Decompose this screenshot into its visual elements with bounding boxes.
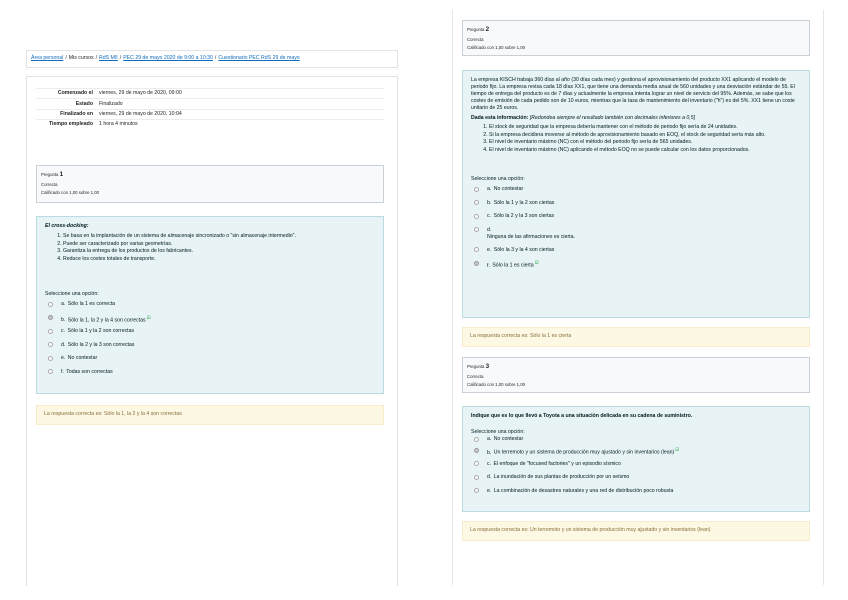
- breadcrumb-separator: /: [119, 55, 122, 61]
- radio-button-checked[interactable]: [474, 448, 479, 453]
- radio-button[interactable]: [474, 461, 479, 466]
- radio-button[interactable]: [474, 227, 479, 232]
- statement-item: 4. El nivel de inventario máximo (NC) aplicando el método EOQ no se puede calcular con los datos proporcionados.: [489, 147, 801, 154]
- radio-button[interactable]: [474, 437, 479, 442]
- statement-item: 1. Se basa en la implantación de un sistema de almacenaje sincronizado o "sin almacenaje intermedio".: [63, 233, 375, 240]
- breadcrumb-separator: /: [65, 55, 67, 61]
- statement-item: 2. Puede ser caracterizado por varias geometrías.: [63, 241, 375, 248]
- summary-label: Finalizado en: [36, 109, 96, 119]
- breadcrumb-mis-cursos: Mis cursos: [68, 55, 94, 61]
- radio-button[interactable]: [474, 187, 479, 192]
- answer-option[interactable]: b. Sólo la 1, la 2 y la 4 son correctas☑: [45, 315, 375, 329]
- answer-option[interactable]: c. Sólo la 1 y la 2 son correctas: [45, 328, 375, 342]
- breadcrumb-section-link[interactable]: PEC 29 de mayo 2020 de 9:00 a 10:30: [123, 55, 213, 61]
- correct-check-icon: ☑: [146, 314, 151, 320]
- answer-option[interactable]: b. Sólo la 1 y la 2 son ciertas: [471, 200, 801, 214]
- summary-value: Finalizado: [96, 99, 384, 109]
- summary-value: viernes, 29 de mayo de 2020, 09:00: [96, 89, 384, 99]
- radio-button[interactable]: [48, 302, 53, 307]
- radio-button[interactable]: [48, 342, 53, 347]
- radio-button[interactable]: [48, 329, 53, 334]
- statement-item: 2. Si la empresa decidiera moverse al método de aprovisionamiento basado en EOQ, el stock de seguridad sería más alto.: [489, 132, 801, 139]
- question-grade: Calificado con 1,00 sobre 1,00: [41, 190, 100, 196]
- radio-button[interactable]: [474, 475, 479, 480]
- breadcrumb: [26, 50, 398, 68]
- question-3-info: [462, 357, 810, 393]
- question-grade: Calificado con 1,00 sobre 1,00: [467, 45, 526, 51]
- question-2-feedback: La respuesta correcta es: Sólo la 1 es cierta: [462, 327, 810, 347]
- radio-button[interactable]: [48, 369, 53, 374]
- statement-list: [489, 124, 801, 154]
- answer-option[interactable]: a. Sólo la 1 es correcta: [45, 301, 375, 315]
- summary-value: 1 hora 4 minutos: [96, 120, 384, 130]
- info-line: Dada esta información: [Redondea siempre el resultado también con decimales inferiores a 0,5]: [471, 115, 696, 122]
- answer-option[interactable]: d. Sólo la 2 y la 3 son correctas: [45, 342, 375, 356]
- select-prompt: Seleccione una opción:: [471, 176, 525, 183]
- answer-option[interactable]: d. Ninguna de las afirmaciones es cierta.: [471, 227, 801, 247]
- answer-option[interactable]: e. No contestar: [45, 355, 375, 369]
- answer-option[interactable]: c. El enfoque de "focused factories" y un episodio sísmico: [471, 461, 801, 475]
- correct-check-icon: ☑: [675, 447, 680, 453]
- question-1-feedback: La respuesta correcta es: Sólo la 1, la 2 y la 4 son correctas: [36, 405, 384, 425]
- question-number: Pregunta 3: [467, 363, 490, 370]
- radio-button[interactable]: [474, 488, 479, 493]
- question-number: Pregunta 2: [467, 26, 490, 33]
- summary-row: [36, 89, 384, 99]
- answer-option[interactable]: f. Sólo la 1 es cierta☑: [471, 260, 801, 274]
- question-stem: La empresa KISCH trabaja 360 días al año (30 días cada mes) y gestiona el aprovisionamiento del producto XX1 aplicando el modelo de periodo fijo. La empresa revisa cada 18 días XX1, que tiene una demanda media anual de 560 unidades y una desviación estándar de 55. El tiempo de entrega del producto es de 7 días y actualmente la empresa intenta lograr un nivel de servicio del 95%. Además, se sabe que los costes de emisión de cada pedido son de 10 euros, mientras que la tasa de mantenimiento del inventario ("h") es del 5%. XX1 tiene un coste unitario de 25 euros.: [471, 77, 795, 112]
- statement-list: [63, 233, 375, 263]
- statement-item: 3. El nivel de inventario máximo (NC) con el método del periodo fijo sería de 565 unidades.: [489, 139, 801, 146]
- question-1-info: [36, 165, 384, 203]
- answer-option[interactable]: a. No contestar: [471, 186, 801, 200]
- question-3-content: [462, 406, 810, 512]
- radio-button[interactable]: [474, 200, 479, 205]
- question-2-content: [462, 70, 810, 318]
- statement-item: 4. Reduce los costes totales de transporte.: [63, 256, 375, 263]
- question-state: Correcta: [467, 373, 484, 379]
- breadcrumb-home-link[interactable]: Área personal: [31, 55, 64, 61]
- answer-option[interactable]: e. La combinación de desastres naturales y una red de distribución poco robusta: [471, 488, 801, 502]
- correct-check-icon: ☑: [534, 260, 539, 266]
- summary-value: viernes, 29 de mayo de 2020, 10:04: [96, 109, 384, 119]
- radio-button-checked[interactable]: [474, 261, 479, 266]
- summary-label: Tiempo empleado: [36, 120, 96, 130]
- radio-button[interactable]: [48, 356, 53, 361]
- answer-option[interactable]: b. Un terremoto y un sistema de producción muy ajustado y sin inventarios (lean)☑: [471, 447, 801, 461]
- select-prompt: Seleccione una opción:: [471, 429, 525, 436]
- breadcrumb-separator: /: [95, 55, 98, 61]
- statement-item: 3. Garantiza la entrega de los productos de los fabricantes.: [63, 248, 375, 255]
- radio-button[interactable]: [474, 247, 479, 252]
- question-2-info: [462, 20, 810, 56]
- question-1-content: [36, 216, 384, 394]
- answer-option[interactable]: e. Sólo la 3 y la 4 son ciertas: [471, 247, 801, 261]
- summary-row: [36, 120, 384, 130]
- answer-option[interactable]: c. Sólo la 2 y la 3 son ciertas: [471, 213, 801, 227]
- select-prompt: Seleccione una opción:: [45, 291, 99, 298]
- question-state: Correcta: [467, 36, 484, 42]
- answer-option[interactable]: d. La inundación de sus plantas de producción por un seísmo: [471, 474, 801, 488]
- question-grade: Calificado con 1,00 sobre 1,00: [467, 382, 526, 388]
- breadcrumb-separator: /: [214, 55, 217, 61]
- radio-button-checked[interactable]: [48, 315, 53, 320]
- question-stem: Indique que es lo que llevó a Toyota a una situación delicada en su cadena de suministro.: [471, 413, 693, 419]
- statement-item: 1. El stock de seguridad que la empresa debería mantener con el método de periodo fijo sería de 24 unidades.: [489, 124, 801, 131]
- answer-option[interactable]: f. Todas son correctas: [45, 369, 375, 383]
- summary-row: [36, 109, 384, 119]
- question-3-feedback: La respuesta correcta es: Un terremoto y un sistema de producción muy ajustado y sin inventarios (lean): [462, 521, 810, 541]
- answer-option[interactable]: a. No contestar: [471, 436, 801, 447]
- breadcrumb-quiz-link[interactable]: Cuestionario PEC RdS 29 de mayo: [218, 55, 300, 61]
- question-stem: El cross-docking:: [45, 223, 89, 229]
- question-number: Pregunta 1: [41, 171, 64, 178]
- radio-button[interactable]: [474, 214, 479, 219]
- breadcrumb-course-link[interactable]: RdS MII: [99, 55, 118, 61]
- question-state: Correcta: [41, 181, 58, 187]
- attempt-summary-table: [36, 88, 384, 130]
- summary-label: Comenzado el: [36, 89, 96, 99]
- summary-row: [36, 99, 384, 109]
- summary-label: Estado: [36, 99, 96, 109]
